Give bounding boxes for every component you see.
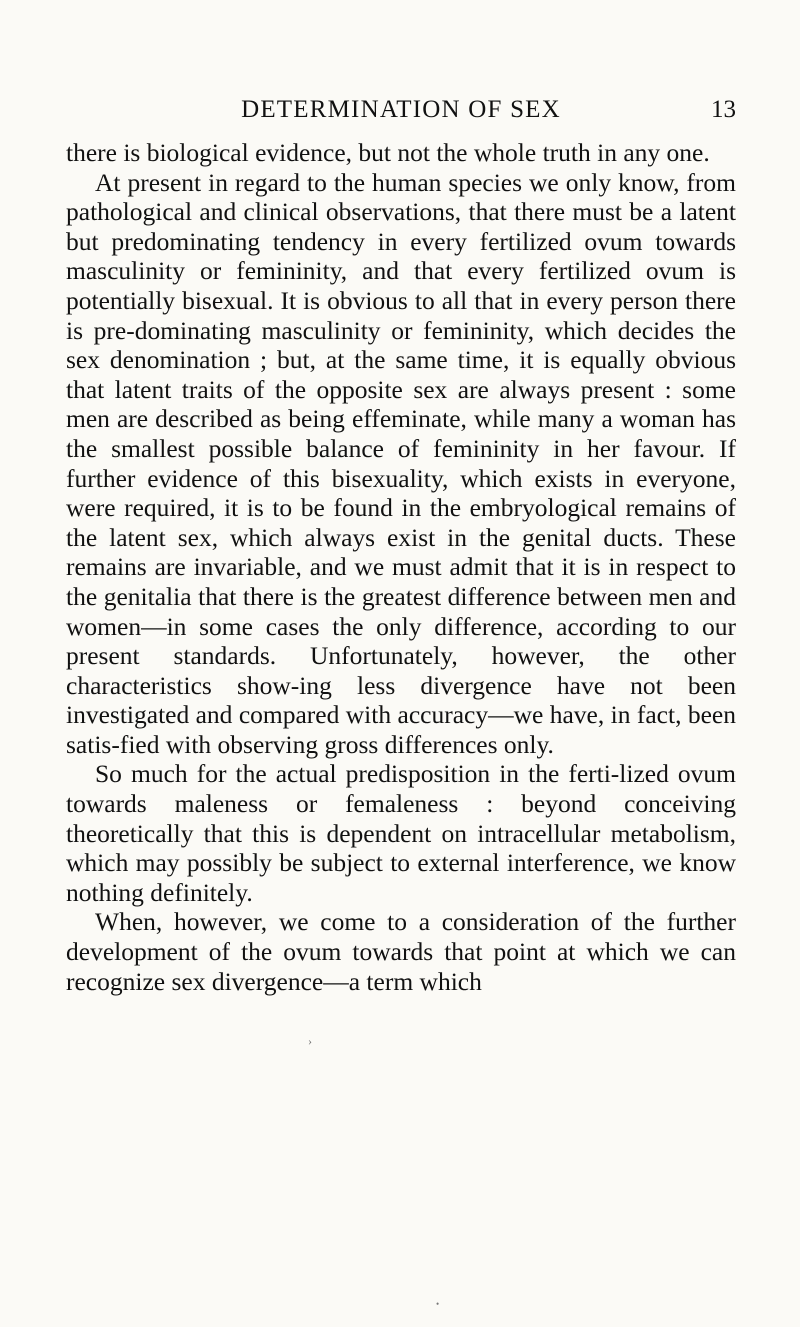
running-title: DETERMINATION OF SEX [241, 96, 561, 123]
paragraph-continued: there is biological evidence, but not the whole truth in any one. [66, 138, 710, 167]
running-head [66, 94, 736, 126]
body-text [66, 138, 736, 996]
stray-dot: • [436, 1299, 440, 1309]
paragraph-human-species: At present in regard to the human species we only know, from pathological and clinical observations, that there must be a latent but predominating tendency in every fertilized ovum towards masculinity or femininity, and that every fertilized ovum is potentially bisexual. It is obvious to all that in every person there is pre-dominating masculinity or femininity, which decides the sex denomination ; but, at the same time, it is equally obvious that latent traits of the opposite sex are always present : some men are described as being effeminate, while many a woman has the smallest possible balance of femininity in her favour. If further evidence of this bisexuality, which exists in everyone, were required, it is to be found in the embryological remains of the latent sex, which always exist in the genital ducts. These remains are invariable, and we must admit that it is in respect to the genitalia that there is the greatest difference between men and women—in some cases the only difference, according to our present standards. Unfortunately, however, the other characteristics show-ing less divergence have not been investigated and compared with accuracy—we have, in fact, been satis-fied with observing gross differences only. [66, 167, 736, 759]
page-number: 13 [711, 96, 736, 123]
paragraph-predisposition: So much for the actual predisposition in the ferti-lized ovum towards maleness or femaleness : beyond conceiving theoretically that this is dependent on intracellular metabolism, which may possibly be subject to external interference, we know nothing definitely. [66, 759, 736, 907]
paragraph-development: When, however, we come to a consideration of the further development of the ovum towards that point at which we can recognize sex divergence—a term which [66, 907, 736, 996]
stray-mark: › [308, 1034, 312, 1048]
